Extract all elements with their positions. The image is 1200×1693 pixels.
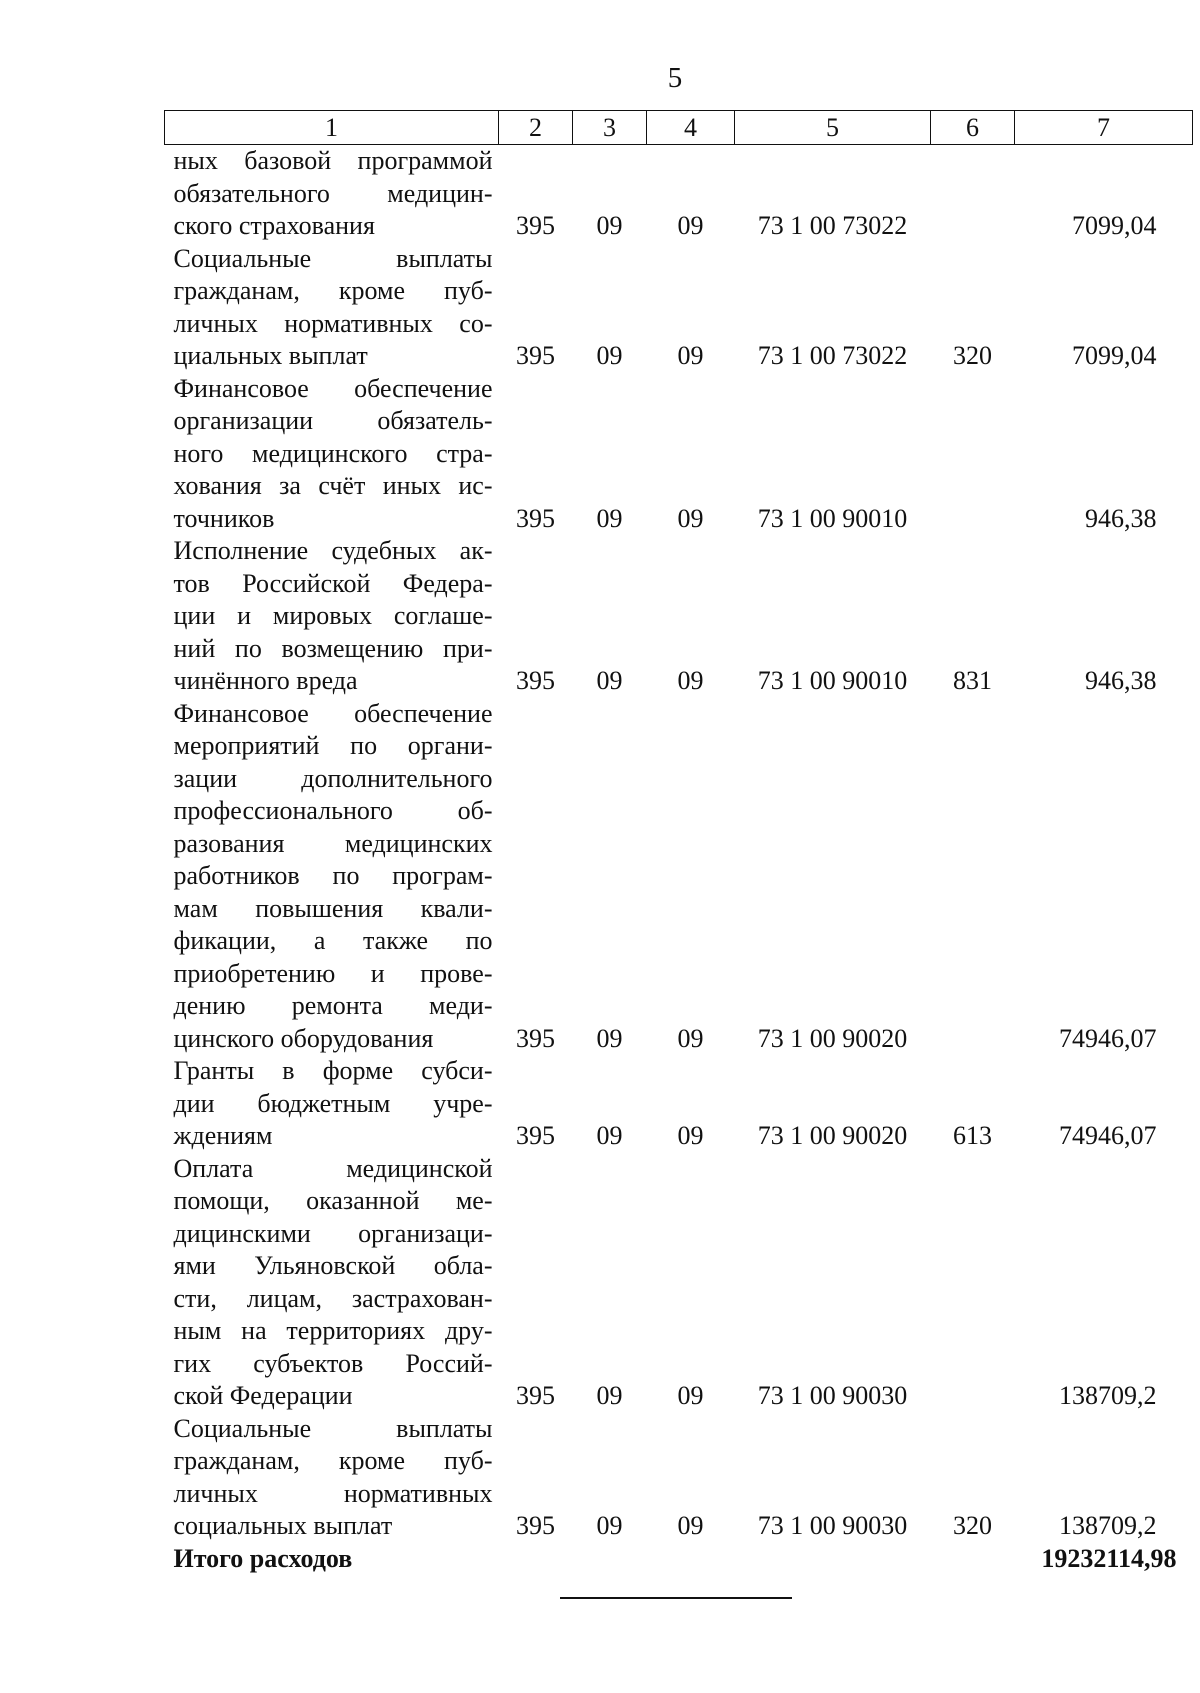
description-line: дии бюджетным учре- (173, 1088, 493, 1118)
cell-amount: 946,38 (1085, 503, 1157, 533)
description-line: приобретению и прове- (173, 958, 493, 988)
description-line: организации обязатель- (173, 406, 493, 435)
cell-subsection-code: 09 (677, 1023, 704, 1053)
column-header-5: 5 (735, 111, 931, 145)
cell-section-code: 09 (596, 1381, 623, 1410)
description-line: мам повышения квали- (173, 893, 493, 923)
description-line: разования медицинских (173, 828, 493, 858)
cell-amount: 138709,2 (1059, 1511, 1157, 1540)
description-line: хования за счёт иных ис- (173, 471, 493, 500)
cell-subsection-code: 09 (677, 1121, 704, 1150)
description-line: фикации, а также по (173, 926, 493, 955)
description-line: гражданам, кроме пуб- (173, 1446, 493, 1475)
cell-section-code: 09 (596, 1121, 623, 1150)
description-line: Гранты в форме субси- (173, 1056, 493, 1085)
description-line: тов Российской Федера- (173, 568, 493, 598)
description-line: профессионального об- (173, 796, 493, 825)
cell-target-article: 73 1 00 90010 (757, 503, 908, 533)
description-line: дицинскими организаци- (173, 1218, 493, 1248)
cell-amount: 138709,2 (1059, 1381, 1157, 1410)
description-line: зации дополнительного (173, 763, 493, 793)
row-description (165, 698, 499, 1056)
description-line: ных базовой программой (173, 146, 493, 175)
cell-expense-type (931, 145, 1015, 243)
cell-expense-type: 831 (953, 666, 992, 695)
cell-target-article: 73 1 00 90030 (757, 1511, 908, 1540)
cell-amount: 7099,04 (1072, 211, 1157, 240)
description-line: ского страхования (173, 211, 375, 240)
description-line: ным на территориях дру- (173, 1316, 493, 1345)
description-line: Финансовое обеспечение (173, 698, 493, 728)
table-row (165, 1055, 1193, 1153)
cell-expense-type (931, 698, 1015, 1056)
cell-chapter-code: 395 (516, 666, 555, 695)
column-header-4: 4 (647, 111, 735, 145)
description-line: Социальные выплаты (173, 1413, 493, 1443)
cell-section-code: 09 (596, 1023, 623, 1053)
cell-chapter-code: 395 (516, 341, 555, 370)
cell-subsection-code: 09 (677, 666, 704, 695)
row-description (165, 1153, 499, 1413)
cell-section-code: 09 (596, 666, 623, 695)
cell-chapter-code: 395 (516, 1511, 555, 1540)
description-line: личных нормативных со- (173, 308, 493, 338)
cell-amount: 74946,07 (1059, 1121, 1157, 1150)
description-line: мероприятий по органи- (173, 731, 493, 760)
table-row (165, 243, 1193, 373)
column-header-2: 2 (499, 111, 573, 145)
header-row (165, 111, 1193, 145)
description-line: цинского оборудования (173, 1023, 434, 1053)
cell-section-code: 09 (596, 211, 623, 240)
table-header (165, 111, 1193, 145)
table-row (165, 535, 1193, 698)
row-description (165, 1055, 499, 1153)
description-line: дению ремонта меди- (173, 991, 493, 1020)
description-line: социальных выплат (173, 1511, 393, 1540)
cell-target-article: 73 1 00 90020 (757, 1121, 908, 1150)
cell-target-article: 73 1 00 73022 (757, 341, 908, 370)
description-line: работников по програм- (173, 861, 493, 890)
table-row (165, 698, 1193, 1056)
row-description (165, 145, 499, 243)
cell-section-code: 09 (596, 341, 623, 370)
cell-amount: 946,38 (1085, 666, 1157, 695)
description-line: личных нормативных (173, 1478, 493, 1508)
bottom-rule (560, 1597, 792, 1599)
description-line: сти, лицам, застрахован- (173, 1283, 493, 1313)
description-line: гих субъектов Россий- (173, 1348, 493, 1378)
description-line: ждениям (173, 1121, 273, 1150)
cell-subsection-code: 09 (677, 503, 704, 533)
cell-subsection-code: 09 (677, 1381, 704, 1410)
row-description (165, 1413, 499, 1543)
table-row (165, 373, 1193, 536)
cell-section-code: 09 (596, 1511, 623, 1540)
cell-expense-type: 613 (953, 1121, 992, 1150)
description-line: циальных выплат (173, 341, 368, 370)
description-line: ции и мировых соглаше- (173, 601, 493, 630)
page-number: 5 (667, 62, 683, 94)
cell-target-article: 73 1 00 90020 (757, 1023, 908, 1053)
cell-section-code: 09 (596, 503, 623, 533)
total-label: Итого расходов (173, 1543, 353, 1573)
description-line: Исполнение судебных ак- (173, 536, 493, 565)
cell-subsection-code: 09 (677, 211, 704, 240)
cell-expense-type: 320 (953, 341, 992, 370)
description-line: точников (173, 503, 275, 533)
cell-chapter-code: 395 (516, 1023, 555, 1053)
cell-expense-type (931, 373, 1015, 536)
cell-chapter-code: 395 (516, 503, 555, 533)
column-header-3: 3 (573, 111, 647, 145)
row-description (165, 243, 499, 373)
column-header-1: 1 (165, 111, 499, 145)
cell-chapter-code: 395 (516, 1121, 555, 1150)
column-header-7: 7 (1015, 111, 1193, 145)
column-header-6: 6 (931, 111, 1015, 145)
total-amount: 19232114,98 (1041, 1543, 1177, 1573)
description-line: Социальные выплаты (173, 243, 493, 273)
table-row (165, 1153, 1193, 1413)
table-row (165, 145, 1193, 243)
cell-chapter-code: 395 (516, 211, 555, 240)
cell-expense-type (931, 1153, 1015, 1413)
table-row (165, 1413, 1193, 1543)
cell-subsection-code: 09 (677, 1511, 704, 1540)
cell-expense-type: 320 (953, 1511, 992, 1540)
cell-chapter-code: 395 (516, 1381, 555, 1410)
description-line: Оплата медицинской (173, 1153, 493, 1183)
description-line: Финансовое обеспечение (173, 373, 493, 403)
table-body (165, 145, 1193, 1543)
description-line: ской Федерации (173, 1381, 353, 1410)
cell-target-article: 73 1 00 90010 (757, 666, 908, 695)
description-line: чинённого вреда (173, 666, 358, 695)
total-row (165, 1543, 1193, 1575)
description-line: ний по возмещению при- (173, 633, 493, 663)
description-line: обязательного медицин- (173, 178, 493, 208)
description-line: гражданам, кроме пуб- (173, 276, 493, 305)
row-description (165, 535, 499, 698)
cell-subsection-code: 09 (677, 341, 704, 370)
budget-table (164, 110, 1193, 1575)
description-line: помощи, оказанной ме- (173, 1186, 493, 1215)
description-line: ного медицинского стра- (173, 438, 493, 468)
cell-amount: 7099,04 (1072, 341, 1157, 370)
cell-target-article: 73 1 00 90030 (757, 1381, 908, 1410)
row-description (165, 373, 499, 536)
description-line: ями Ульяновской обла- (173, 1251, 493, 1280)
cell-target-article: 73 1 00 73022 (757, 211, 908, 240)
cell-amount: 74946,07 (1059, 1023, 1157, 1053)
